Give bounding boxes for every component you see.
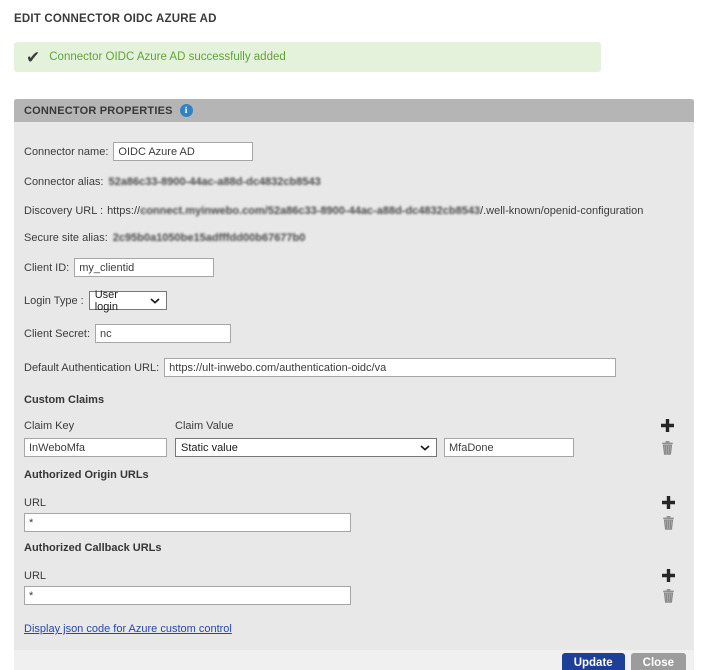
- discovery-url-label: Discovery URL :: [24, 205, 104, 217]
- origin-url-label-row: [24, 495, 676, 510]
- add-callback-url-button[interactable]: [660, 568, 676, 583]
- connector-alias-row: [24, 176, 684, 188]
- client-secret-row: [24, 324, 684, 343]
- origin-url-input[interactable]: [24, 513, 351, 532]
- login-type-select[interactable]: [89, 288, 167, 313]
- page: [0, 13, 719, 670]
- login-type-label: Login Type :: [24, 294, 84, 307]
- custom-claims-title: Custom Claims: [24, 394, 105, 406]
- panel-footer: [14, 650, 694, 670]
- success-banner: [14, 42, 601, 72]
- authorized-callback-urls-title: Authorized Callback URLs: [24, 542, 162, 554]
- page-title: EDIT CONNECTOR OIDC AZURE AD: [14, 13, 217, 25]
- update-button[interactable]: Update: [562, 653, 625, 670]
- info-icon[interactable]: i: [180, 104, 193, 117]
- claim-value-input[interactable]: [444, 438, 574, 457]
- default-auth-url-row: [24, 358, 684, 377]
- trash-icon: [661, 440, 674, 455]
- add-claim-button[interactable]: [659, 418, 675, 433]
- client-secret-input[interactable]: [95, 324, 231, 343]
- callback-url-label: URL: [24, 569, 47, 582]
- secure-site-alias-row: [24, 232, 684, 244]
- connector-properties-panel: [14, 99, 694, 670]
- default-auth-url-input[interactable]: [164, 358, 616, 377]
- connector-alias-label: Connector alias:: [24, 176, 104, 188]
- default-auth-url-label: Default Authentication URL:: [24, 361, 160, 374]
- secure-site-alias-label: Secure site alias:: [24, 232, 108, 244]
- trash-icon: [662, 588, 675, 603]
- discovery-url-value: https://connect.myinwebo.com/52a86c33-8900-44ac-a88d-dc4832cb8543/.well-known/openid-configuration: [107, 205, 644, 217]
- login-type-selected-value: User login: [94, 288, 118, 313]
- connector-name-label: Connector name:: [24, 145, 109, 158]
- chevron-down-icon: [420, 445, 430, 451]
- discovery-url-row: [24, 205, 684, 217]
- client-id-label: Client ID:: [24, 261, 70, 274]
- claim-value-header: Claim Value: [175, 419, 234, 432]
- callback-url-input[interactable]: [24, 586, 351, 605]
- origin-url-input-row: [24, 513, 676, 532]
- connector-alias-value: 52a86c33-8900-44ac-a88d-dc4832cb8543: [108, 176, 321, 188]
- json-code-link[interactable]: Display json code for Azure custom control: [24, 623, 232, 635]
- trash-icon: [662, 515, 675, 530]
- panel-header-title: CONNECTOR PROPERTIES: [24, 104, 173, 117]
- add-origin-url-button[interactable]: [660, 495, 676, 510]
- secure-site-alias-value: 2c95b0a1050be15adfffdd00b67677b0: [112, 232, 306, 244]
- callback-url-input-row: [24, 586, 676, 605]
- claim-key-header: Claim Key: [24, 419, 75, 432]
- claim-key-input[interactable]: [24, 438, 167, 457]
- client-id-input[interactable]: [74, 258, 214, 277]
- client-secret-label: Client Secret:: [24, 327, 91, 340]
- chevron-down-icon: [150, 298, 160, 304]
- close-button[interactable]: Close: [631, 653, 686, 670]
- authorized-origin-urls-title: Authorized Origin URLs: [24, 469, 149, 481]
- delete-origin-url-button[interactable]: [660, 515, 676, 530]
- claim-value-type-selected: Static value: [181, 441, 238, 454]
- check-icon: ✔: [26, 47, 41, 67]
- client-id-row: [24, 258, 684, 277]
- connector-name-input[interactable]: [113, 142, 253, 161]
- claim-value-type-select[interactable]: [175, 438, 437, 457]
- plus-icon: [661, 495, 676, 510]
- plus-icon: [660, 418, 675, 433]
- panel-body: [14, 122, 694, 641]
- custom-claims-grid: [24, 418, 680, 457]
- panel-header: [14, 99, 694, 122]
- plus-icon: [661, 568, 676, 583]
- login-type-row: [24, 288, 684, 313]
- delete-claim-button[interactable]: [659, 440, 675, 455]
- success-message: Connector OIDC Azure AD successfully added: [49, 51, 286, 63]
- callback-url-label-row: [24, 568, 676, 583]
- delete-callback-url-button[interactable]: [660, 588, 676, 603]
- connector-name-row: [24, 142, 684, 161]
- origin-url-label: URL: [24, 496, 47, 509]
